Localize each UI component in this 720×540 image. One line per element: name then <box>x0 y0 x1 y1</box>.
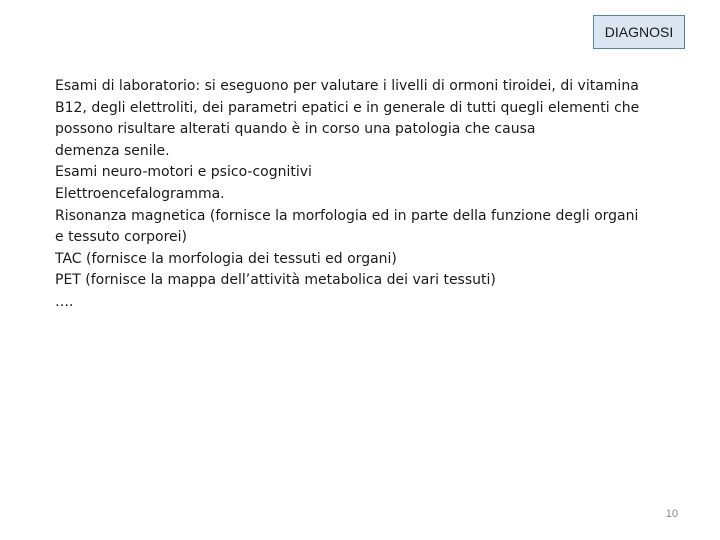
slide-title: DIAGNOSI <box>593 15 685 49</box>
page-number: 10 <box>665 508 678 520</box>
body-line: …. <box>55 293 74 310</box>
body-line: B12, degli elettroliti, dei parametri epatici e in generale di tutti quegli elementi che <box>55 99 640 116</box>
body-line: possono risultare alterati quando è in corso una patologia che causa <box>55 121 536 138</box>
body-line: demenza senile. <box>55 142 170 159</box>
body-line: Esami neuro-motori e psico-cognitivi <box>55 164 312 181</box>
body-line: Elettroencefalogramma. <box>55 185 225 202</box>
body-line: e tessuto corporei) <box>55 229 188 246</box>
slide-body <box>55 76 675 314</box>
body-line: Risonanza magnetica (fornisce la morfologia ed in parte della funzione degli organi <box>55 207 639 224</box>
body-line: Esami di laboratorio: si eseguono per valutare i livelli di ormoni tiroidei, di vitamina <box>55 78 639 94</box>
body-line: TAC (fornisce la morfologia dei tessuti ed organi) <box>55 250 397 267</box>
body-line: PET (fornisce la mappa dell’attività metabolica dei vari tessuti) <box>55 272 496 289</box>
